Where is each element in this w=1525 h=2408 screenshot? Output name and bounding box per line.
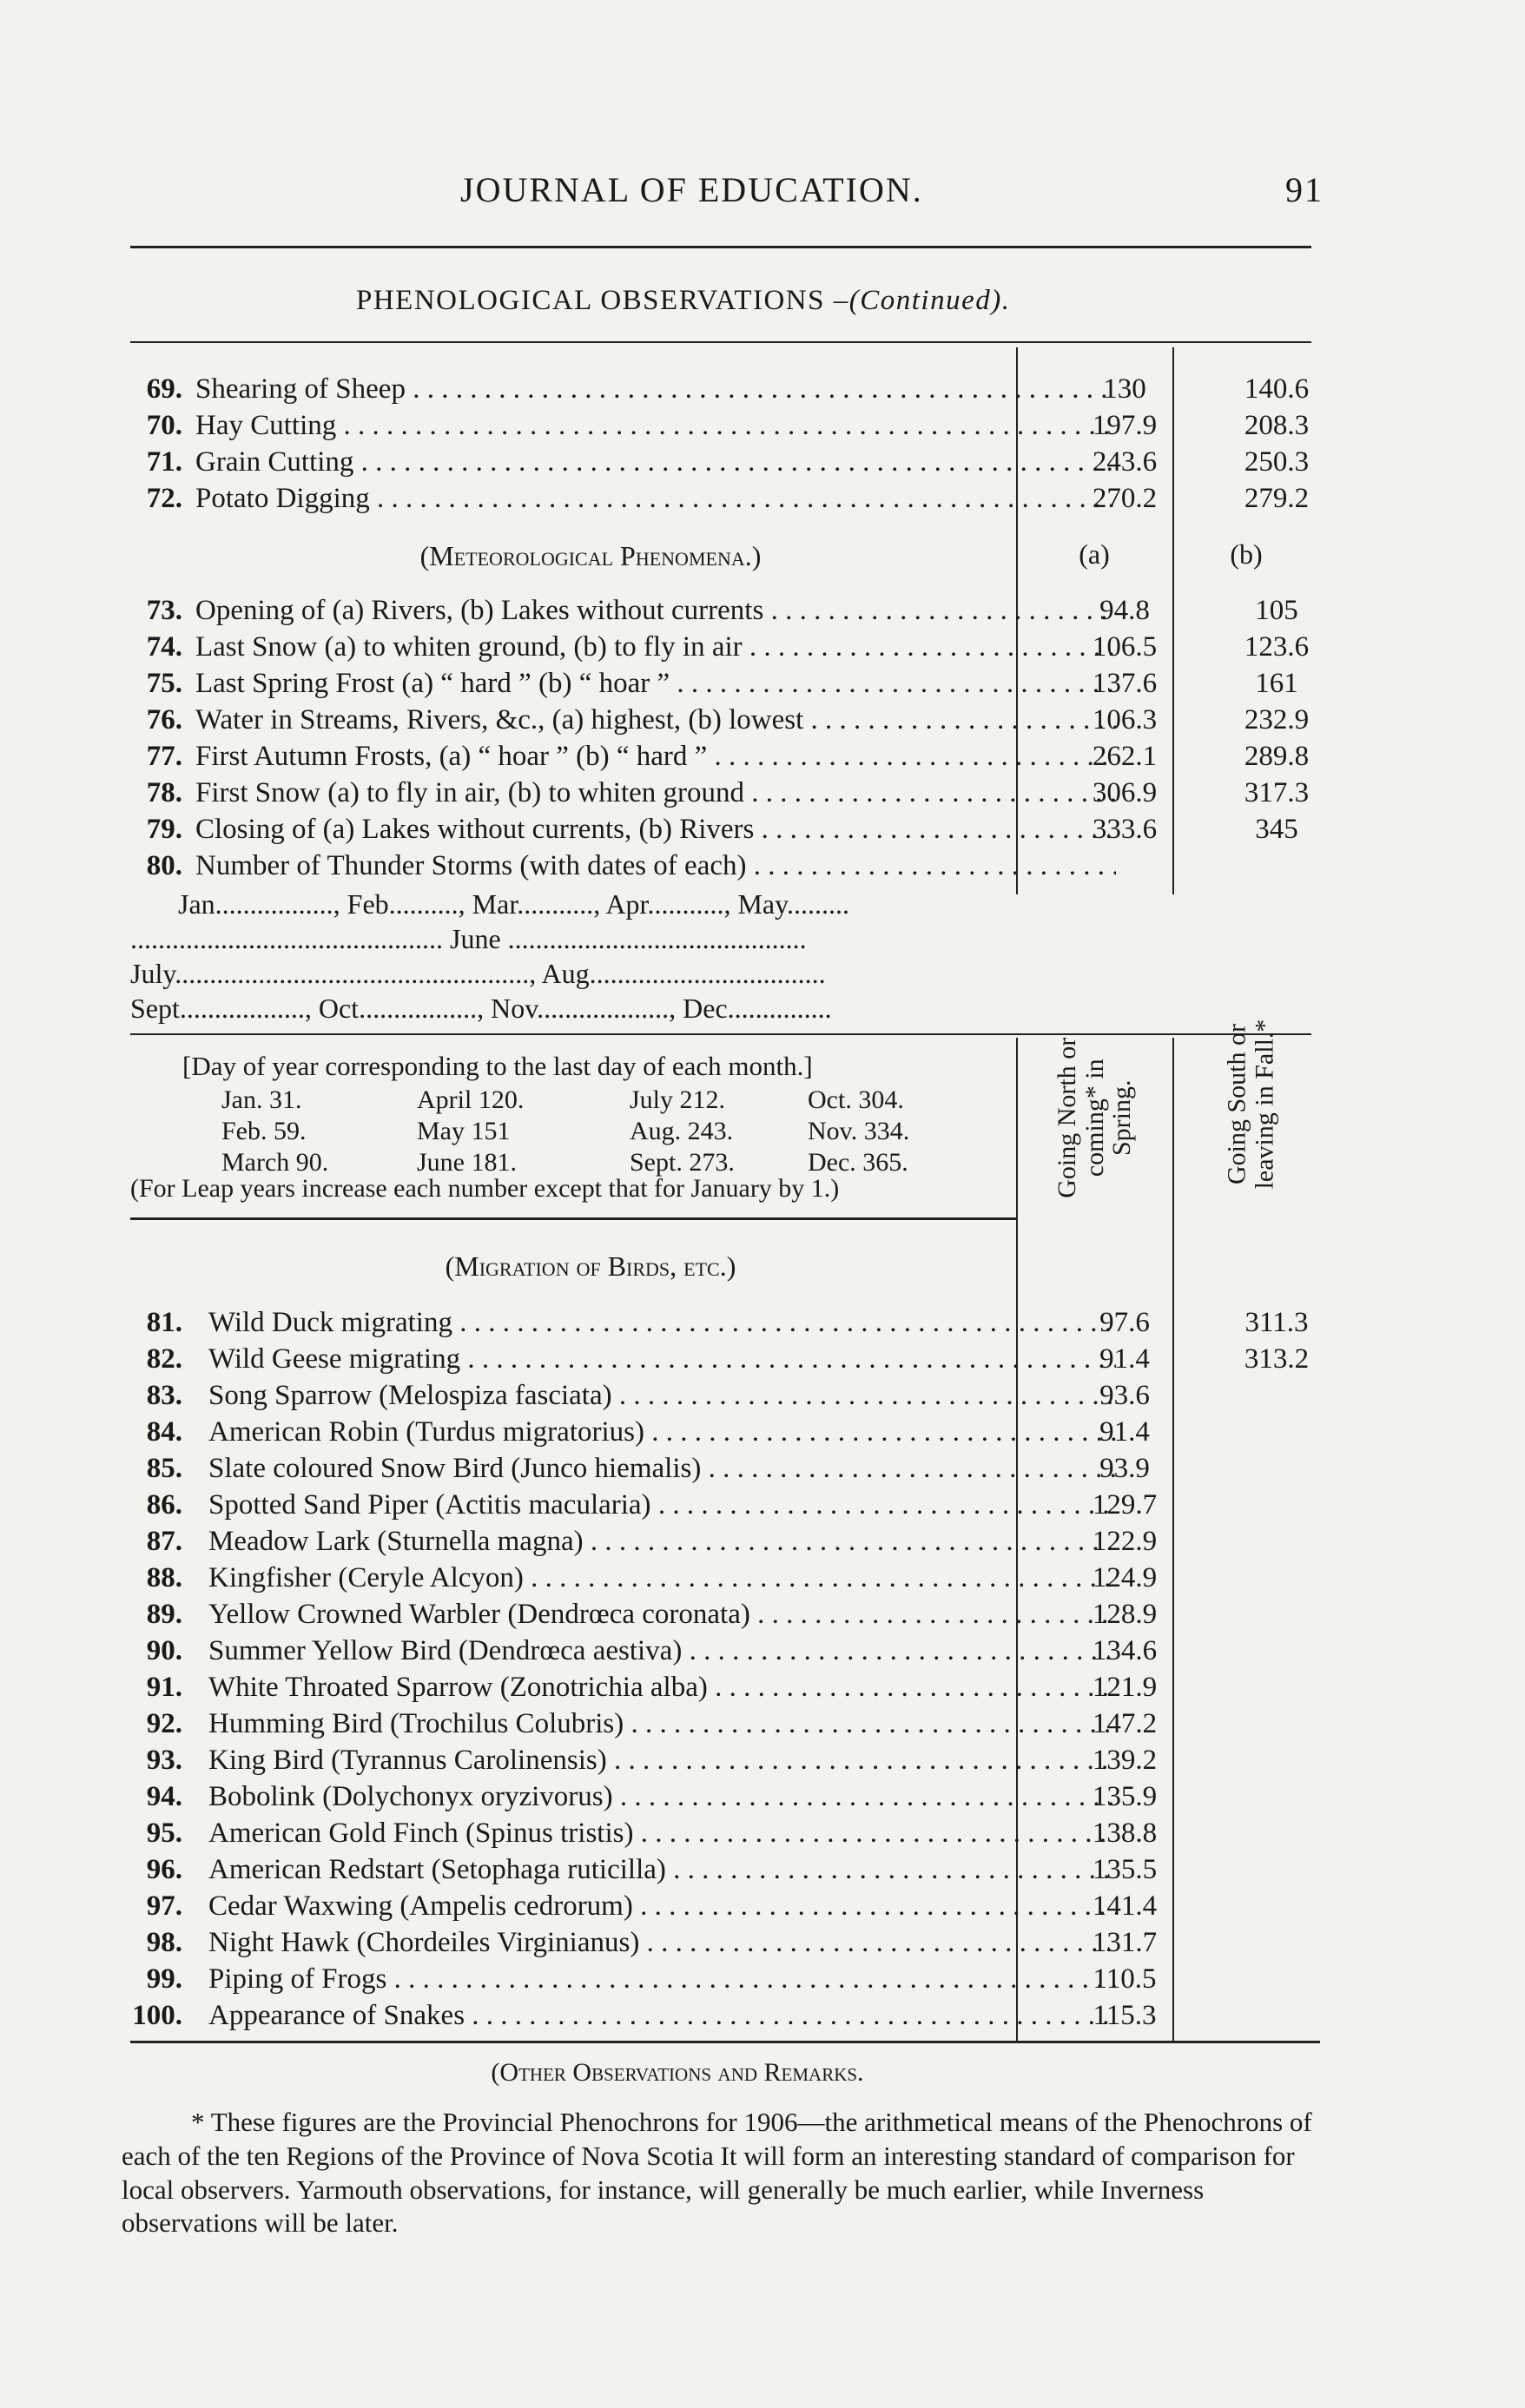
row-label: Bobolink (Dolychonyx oryzivorus) . . . <box>208 1781 1116 1813</box>
value-a: 93.6 <box>1099 1380 1150 1411</box>
row-label: Last Snow (a) to whiten ground, (b) to fly in air . . . <box>195 631 1116 663</box>
section-title <box>356 285 1010 317</box>
value-a: 93.9 <box>1099 1453 1150 1484</box>
day-cell: June 181. <box>417 1148 517 1177</box>
row-label: White Throated Sparrow (Zonotrichia alba) . . . <box>208 1672 1116 1704</box>
value-a: 138.8 <box>1092 1818 1158 1849</box>
value-a: 91.4 <box>1099 1343 1150 1375</box>
value-a: 243.6 <box>1092 446 1158 478</box>
value-b: 250.3 <box>1244 446 1310 478</box>
header-rule <box>130 246 1311 248</box>
footnote: * These figures are the Provincial Phenochrons for 1906—the arithmetical means of the Phenochrons of each of the ten Regions of the Province of Nova Scotia It will form an interesting standard of comparison for local observers. Yarmouth observations, for instance, will generally be much earlier, while Inverness observations will be later. <box>122 2107 1312 2239</box>
row-number: 88. <box>146 1562 182 1593</box>
value-a: 197.9 <box>1092 410 1158 441</box>
day-cell: April 120. <box>417 1085 525 1114</box>
table-row <box>113 1781 1329 1818</box>
value-a: 141.4 <box>1092 1890 1158 1922</box>
row-number: 80. <box>146 850 182 881</box>
row-number: 91. <box>146 1672 182 1703</box>
row-label: American Gold Finch (Spinus tristis) . . . <box>208 1818 1116 1850</box>
day-of-year-heading: [Day of year corresponding to the last day of each month.] <box>182 1051 813 1081</box>
row-number: 93. <box>146 1745 182 1776</box>
row-number: 82. <box>146 1343 182 1375</box>
table-row <box>113 1489 1329 1526</box>
table-row <box>113 446 1329 483</box>
day-cell: May 151 <box>417 1117 511 1145</box>
table-row <box>113 1343 1329 1380</box>
value-a: 270.2 <box>1092 483 1158 514</box>
table-row <box>113 373 1329 410</box>
row-number: 98. <box>146 1927 182 1958</box>
section-title-suffix: –(Continued). <box>833 285 1011 316</box>
value-b: 140.6 <box>1244 373 1310 405</box>
table-row <box>113 1635 1329 1672</box>
row-label: Wild Duck migrating . . . <box>208 1307 1116 1339</box>
value-a: 97.6 <box>1099 1307 1150 1338</box>
value-b: 311.3 <box>1244 1307 1309 1338</box>
row-number: 94. <box>146 1781 182 1812</box>
row-label: Night Hawk (Chordeiles Virginianus) . . . <box>208 1927 1116 1959</box>
row-label: American Robin (Turdus migratorius) . . . <box>208 1416 1116 1448</box>
row-number: 73. <box>146 595 182 626</box>
row-label: Opening of (a) Rivers, (b) Lakes without currents . . . <box>195 595 1116 627</box>
row-number: 72. <box>146 483 182 514</box>
row-label: Slate coloured Snow Bird (Junco hiemalis) . . . <box>208 1453 1116 1485</box>
leap-year-note: (For Leap years increase each number except that for January by 1.) <box>130 1174 840 1203</box>
value-a: 122.9 <box>1092 1526 1158 1557</box>
value-a: 110.5 <box>1093 1963 1157 1995</box>
row-number: 78. <box>146 777 182 808</box>
day-cell: March 90. <box>221 1148 329 1177</box>
row-label: Humming Bird (Trochilus Colubris) . . . <box>208 1708 1116 1740</box>
value-a: 147.2 <box>1092 1708 1158 1739</box>
table-row <box>113 631 1329 668</box>
row-label: Number of Thunder Storms (with dates of each) . . . <box>195 850 1116 882</box>
table-bottom-rule <box>130 2041 1320 2043</box>
table-row <box>113 1927 1329 1963</box>
column-b-label: (b) <box>1230 538 1263 570</box>
table-row <box>113 1599 1329 1635</box>
table-row <box>113 704 1329 741</box>
value-a: 135.9 <box>1092 1781 1158 1812</box>
day-cell: Dec. 365. <box>808 1148 908 1177</box>
table-row <box>113 1890 1329 1927</box>
value-a: 306.9 <box>1092 777 1158 808</box>
row-label: King Bird (Tyrannus Carolinensis) . . . <box>208 1745 1116 1777</box>
value-a: 124.9 <box>1092 1562 1158 1593</box>
table-row <box>113 850 1329 887</box>
row-label: American Redstart (Setophaga ruticilla) . . . <box>208 1854 1116 1886</box>
day-cell: Feb. 59. <box>221 1117 307 1145</box>
table-row <box>113 483 1329 519</box>
thunder-months-line-3: July..................................................., Aug.................................. <box>130 958 826 989</box>
row-label: Kingfisher (Ceryle Alcyon) . . . <box>208 1562 1116 1594</box>
row-number: 90. <box>146 1635 182 1666</box>
row-label: First Snow (a) to fly in air, (b) to whiten ground . . . <box>195 777 1116 809</box>
value-a: 333.6 <box>1092 814 1158 845</box>
table-row <box>113 1745 1329 1781</box>
row-label: Song Sparrow (Melospiza fasciata) . . . <box>208 1380 1116 1412</box>
value-a: 129.7 <box>1092 1489 1158 1521</box>
row-number: 84. <box>146 1416 182 1448</box>
row-number: 85. <box>146 1453 182 1484</box>
value-a: 106.5 <box>1092 631 1158 663</box>
row-label: Last Spring Frost (a) “ hard ” (b) “ hoar ” . . . <box>195 668 1116 700</box>
row-label: Water in Streams, Rivers, &c., (a) highest, (b) lowest . . . <box>195 704 1116 736</box>
day-cell: Sept. 273. <box>630 1148 735 1177</box>
table-row <box>113 1963 1329 2000</box>
day-cell: Nov. 334. <box>808 1117 910 1145</box>
value-b: 232.9 <box>1244 704 1310 736</box>
row-number: 89. <box>146 1599 182 1630</box>
value-a: 115.3 <box>1093 2000 1157 2031</box>
row-number: 92. <box>146 1708 182 1739</box>
row-number: 86. <box>146 1489 182 1521</box>
table-row <box>113 777 1329 814</box>
value-b: 161 <box>1255 668 1298 699</box>
row-label: Grain Cutting . . . <box>195 446 1116 478</box>
day-cell: Aug. 243. <box>630 1117 734 1145</box>
page-number: 91 <box>1285 170 1324 209</box>
row-label: Hay Cutting . . . <box>195 410 1116 442</box>
row-label: Potato Digging . . . <box>195 483 1116 515</box>
row-label: Cedar Waxwing (Ampelis cedrorum) . . . <box>208 1890 1116 1923</box>
table-row <box>113 1380 1329 1416</box>
row-number: 75. <box>146 668 182 699</box>
value-a: 91.4 <box>1099 1416 1150 1448</box>
row-number: 100. <box>132 2000 182 2031</box>
day-block-rule <box>130 1217 1016 1220</box>
day-cell: Oct. 304. <box>808 1085 904 1114</box>
table-row <box>113 1307 1329 1343</box>
row-number: 79. <box>146 814 182 845</box>
table-row <box>113 741 1329 777</box>
table-row <box>113 1854 1329 1890</box>
table-row <box>113 1708 1329 1745</box>
row-label: Piping of Frogs . . . <box>208 1963 1116 1996</box>
remarks-heading: (Other Observations and Remarks. <box>491 2058 864 2087</box>
row-label: First Autumn Frosts, (a) “ hoar ” (b) “ hard ” . . . <box>195 741 1116 773</box>
day-cell: July 212. <box>630 1085 726 1114</box>
table-row <box>113 1416 1329 1453</box>
journal-title: JOURNAL OF EDUCATION. <box>460 170 923 209</box>
value-a: 137.6 <box>1092 668 1158 699</box>
value-b: 279.2 <box>1244 483 1310 514</box>
table-row <box>113 814 1329 850</box>
value-a: 262.1 <box>1092 741 1158 772</box>
section-title-text: PHENOLOGICAL OBSERVATIONS <box>356 285 825 316</box>
table-row <box>113 1818 1329 1854</box>
row-number: 87. <box>146 1526 182 1557</box>
row-number: 96. <box>146 1854 182 1885</box>
value-a: 106.3 <box>1092 704 1158 736</box>
row-label: Summer Yellow Bird (Dendrœca aestiva) . . . <box>208 1635 1116 1667</box>
going-south-header: Going South or leaving in Fall.* <box>1222 1019 1278 1190</box>
column-a-label: (a) <box>1079 538 1110 570</box>
table-row <box>113 1562 1329 1599</box>
row-label: Yellow Crowned Warbler (Dendrœca coronata) . . . <box>208 1599 1116 1631</box>
value-b: 317.3 <box>1244 777 1310 808</box>
meteorological-heading: (Meteorological Phenomena.) <box>419 540 762 571</box>
row-number: 70. <box>146 410 182 441</box>
thunder-months-line-2: ............................................. June ........................................... <box>130 923 807 954</box>
row-number: 97. <box>146 1890 182 1922</box>
row-number: 69. <box>146 373 182 405</box>
value-b: 208.3 <box>1244 410 1310 441</box>
migration-heading: (Migration of Birds, etc.) <box>445 1250 736 1282</box>
row-number: 99. <box>146 1963 182 1995</box>
row-label: Appearance of Snakes . . . <box>208 2000 1116 2032</box>
thunder-months-line-4: Sept.................., Oct................., Nov..................., Dec............... <box>130 993 832 1024</box>
going-north-header: Going North or coming* in Spring. <box>1052 1037 1136 1198</box>
table-row <box>113 595 1329 631</box>
table-row <box>113 410 1329 446</box>
row-number: 83. <box>146 1380 182 1411</box>
row-number: 74. <box>146 631 182 663</box>
table-row <box>113 1526 1329 1562</box>
value-a: 139.2 <box>1092 1745 1158 1776</box>
section-rule <box>130 341 1311 343</box>
value-a: 128.9 <box>1092 1599 1158 1630</box>
value-a: 94.8 <box>1099 595 1150 626</box>
thunder-months-line-1: Jan................., Feb.........., Mar..........., Apr..........., May......... <box>178 888 850 920</box>
value-b: 289.8 <box>1244 741 1310 772</box>
row-number: 95. <box>146 1818 182 1849</box>
row-label: Closing of (a) Lakes without currents, (b) Rivers . . . <box>195 814 1116 846</box>
row-number: 77. <box>146 741 182 772</box>
value-b: 313.2 <box>1244 1343 1310 1375</box>
row-number: 76. <box>146 704 182 736</box>
row-number: 81. <box>146 1307 182 1338</box>
row-label: Meadow Lark (Sturnella magna) . . . <box>208 1526 1116 1558</box>
value-a: 131.7 <box>1092 1927 1158 1958</box>
row-label: Spotted Sand Piper (Actitis macularia) . . . <box>208 1489 1116 1521</box>
day-cell: Jan. 31. <box>221 1085 302 1114</box>
table-row <box>113 668 1329 704</box>
value-b: 105 <box>1255 595 1298 626</box>
value-a: 121.9 <box>1092 1672 1158 1703</box>
row-label: Wild Geese migrating . . . <box>208 1343 1116 1376</box>
value-a: 130 <box>1103 373 1146 405</box>
value-a: 135.5 <box>1092 1854 1158 1885</box>
row-label: Shearing of Sheep . . . <box>195 373 1116 406</box>
table-row <box>113 1453 1329 1489</box>
value-a: 134.6 <box>1092 1635 1158 1666</box>
value-b: 123.6 <box>1244 631 1310 663</box>
table-row <box>113 1672 1329 1708</box>
value-b: 345 <box>1255 814 1298 845</box>
table-row <box>113 2000 1329 2036</box>
row-number: 71. <box>146 446 182 478</box>
